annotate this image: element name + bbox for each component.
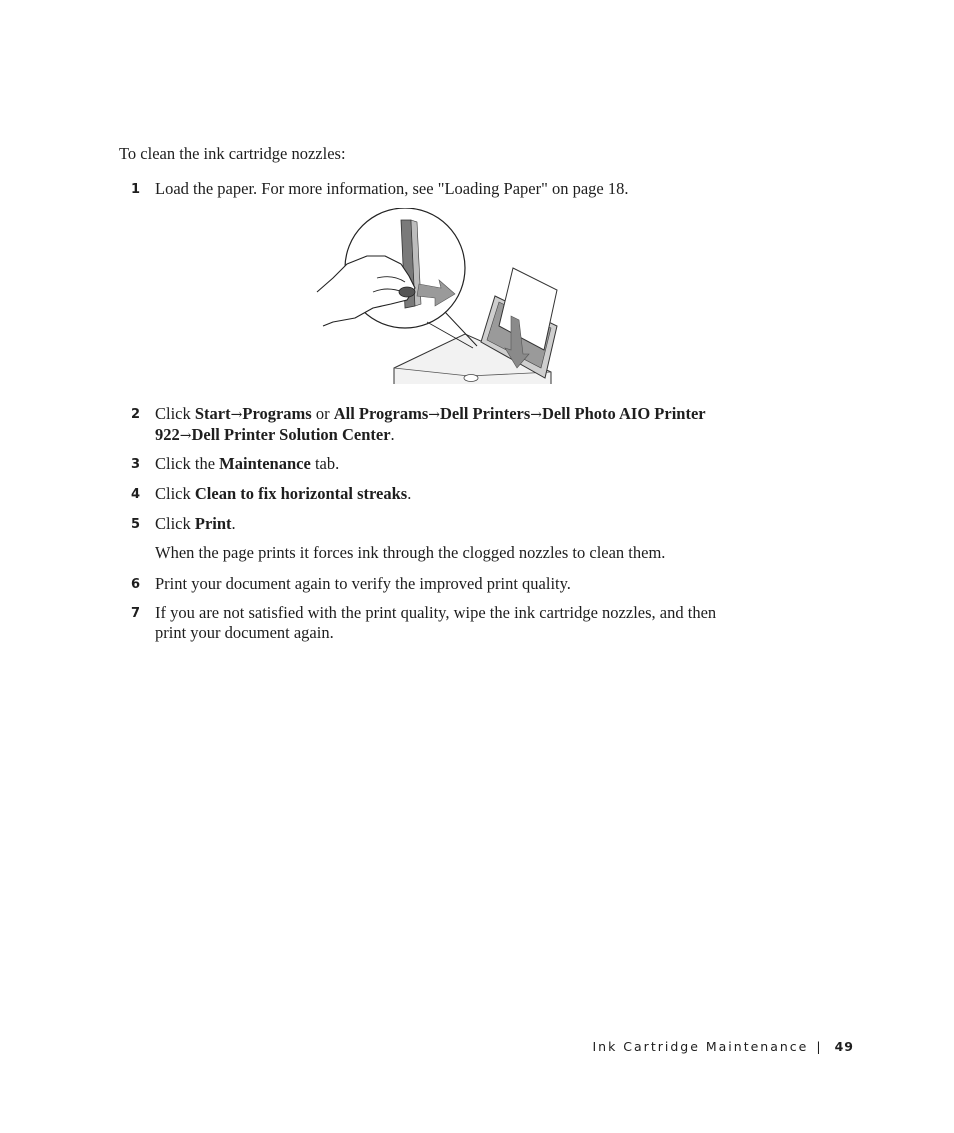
click-text: Click <box>155 514 191 533</box>
period: . <box>390 425 395 444</box>
step-number: 4 <box>131 487 141 502</box>
click-the-text: Click the <box>155 454 216 473</box>
footer-separator: | <box>816 1039 823 1054</box>
step-text <box>155 514 755 534</box>
menu-arrow: → <box>530 407 542 423</box>
maintenance-tab-label: Maintenance <box>219 454 311 473</box>
menu-programs: Programs <box>242 404 312 423</box>
period: . <box>407 484 412 503</box>
menu-printer-number: 922 <box>155 425 180 444</box>
step-7-line-2: print your document again. <box>155 623 334 642</box>
intro-text: To clean the ink cartridge nozzles: <box>119 144 346 163</box>
menu-arrow: → <box>230 407 243 423</box>
step-text: Print your document again to verify the improved print quality. <box>155 574 571 593</box>
step-text <box>155 603 755 643</box>
menu-arrow: → <box>428 407 440 423</box>
page-footer <box>592 1039 854 1054</box>
step-text: Load the paper. For more information, see "Loading Paper" on page 18. <box>155 179 629 198</box>
step-text <box>155 484 755 504</box>
step-number: 3 <box>131 457 141 472</box>
step-text <box>155 404 755 446</box>
loading-paper-illustration <box>315 208 560 386</box>
step-number: 2 <box>131 407 141 422</box>
step-number: 1 <box>131 182 141 197</box>
menu-printer-model: Dell Photo AIO Printer <box>542 404 706 423</box>
menu-dell-printers: Dell Printers <box>440 404 531 423</box>
period: . <box>231 514 236 533</box>
clean-streaks-label: Clean to fix horizontal streaks <box>194 484 408 503</box>
step-number: 5 <box>131 517 141 532</box>
menu-start: Start <box>194 404 231 423</box>
step-7-line-1: If you are not satisfied with the print quality, wipe the ink cartridge nozzles, and then <box>155 603 717 622</box>
menu-all-programs: All Programs <box>333 404 429 423</box>
menu-solution-center: Dell Printer Solution Center <box>191 425 391 444</box>
tab-text: tab. <box>314 454 340 473</box>
print-label: Print <box>194 514 232 533</box>
footer-section-title: Ink Cartridge Maintenance <box>592 1039 809 1054</box>
click-text: Click <box>155 404 191 423</box>
step-number: 6 <box>131 577 141 592</box>
step-number: 7 <box>131 606 141 621</box>
click-text: Click <box>155 484 191 503</box>
menu-arrow: → <box>179 428 192 444</box>
or-text: or <box>315 404 330 423</box>
step-5-note: When the page prints it forces ink through the clogged nozzles to clean them. <box>155 543 666 562</box>
step-text <box>155 454 755 474</box>
page-number: 49 <box>834 1039 854 1054</box>
